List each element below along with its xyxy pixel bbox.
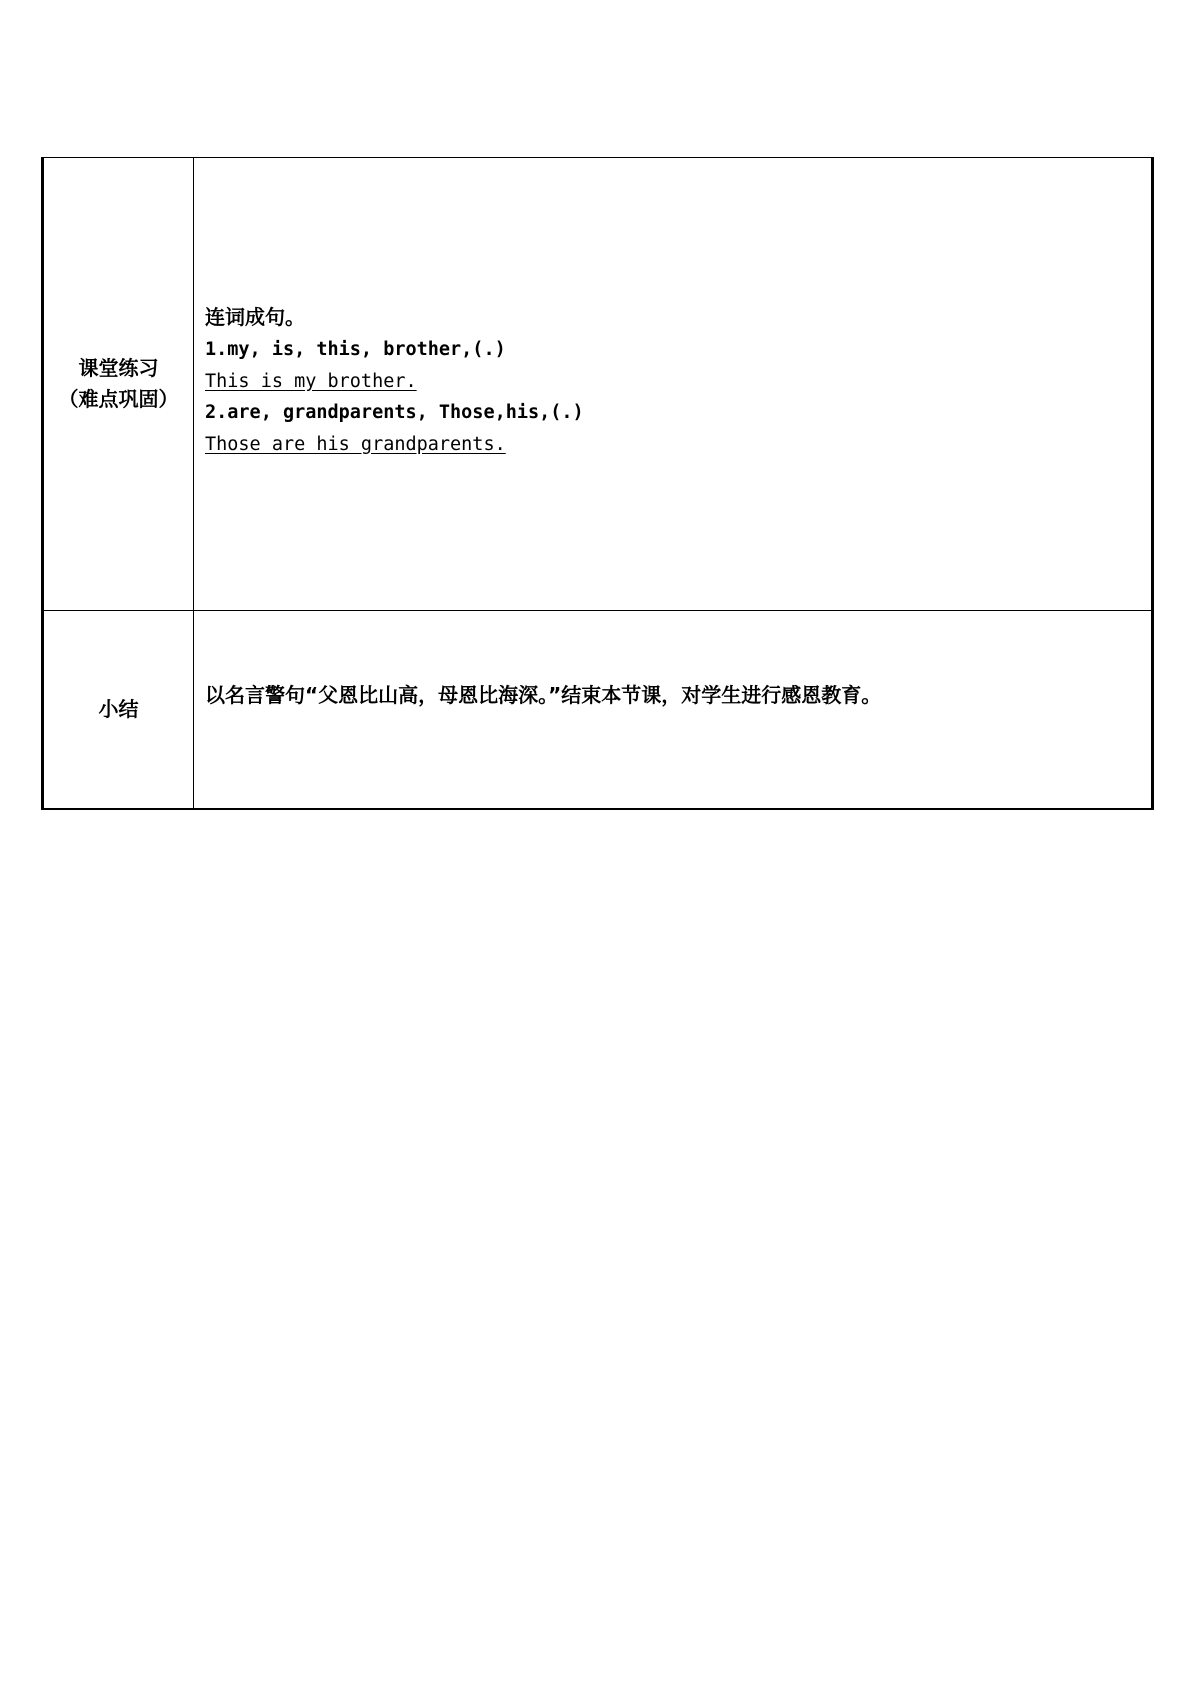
table-row-classroom-exercise bbox=[43, 158, 1153, 611]
table-row-summary bbox=[43, 611, 1153, 810]
content-cell-summary bbox=[194, 611, 1153, 810]
exercise-heading: 连词成句。 bbox=[205, 305, 305, 329]
label-classroom-exercise: 课堂练习 bbox=[78, 356, 159, 380]
content-cell-classroom-exercise bbox=[194, 158, 1153, 611]
lesson-plan-table bbox=[41, 157, 1154, 810]
label-cell-summary bbox=[43, 611, 194, 810]
label-difficulty-consolidation: （难点巩固） bbox=[58, 387, 179, 411]
label-summary: 小结 bbox=[98, 697, 139, 721]
label-cell-classroom-exercise bbox=[43, 158, 194, 611]
answer-2: Those are his grandparents. bbox=[205, 433, 506, 455]
exercise-block bbox=[205, 300, 1141, 460]
question-1: 1.my, is, this, brother,(.) bbox=[205, 339, 506, 360]
summary-text: 以名言警句“父恩比山高，母恩比海深。”结束本节课，对学生进行感恩教育。 bbox=[205, 682, 882, 707]
answer-1: This is my brother. bbox=[205, 370, 417, 392]
question-2: 2.are, grandparents, Those,his,(.) bbox=[205, 402, 584, 423]
